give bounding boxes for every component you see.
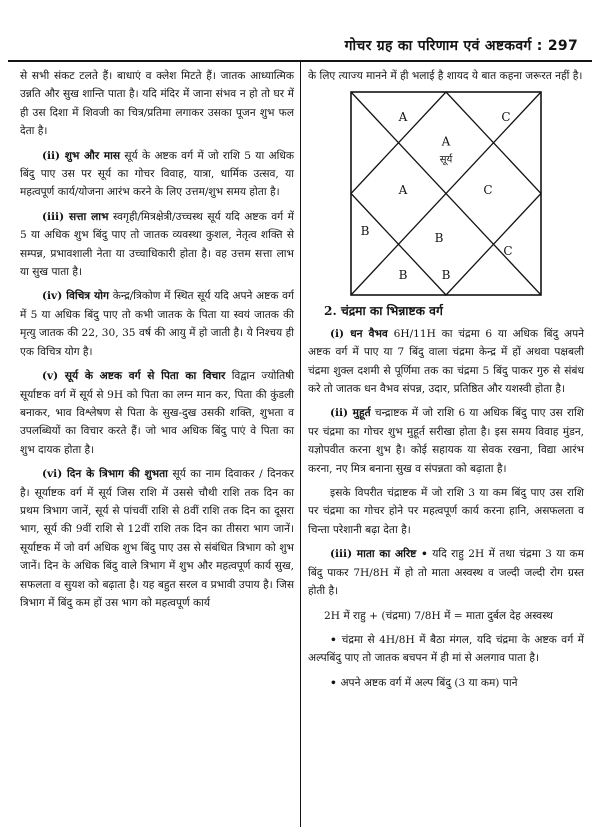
chart-cell-center-bottom-left: B <box>360 224 370 239</box>
chart-cell-planet-sun: सूर्य <box>439 154 453 166</box>
left-column <box>20 67 294 618</box>
right-paragraph-4 <box>308 545 584 600</box>
chart-cell-center-bottom-right: B <box>434 231 444 246</box>
chart-cell-center-left: A <box>398 183 408 198</box>
section-heading: 2. चंद्रमा का भिन्नाष्टक वर्ग <box>324 304 443 319</box>
left-paragraph-4 <box>20 287 294 361</box>
chart-cell-center-right: C <box>483 183 493 198</box>
paragraph-text: के लिए त्याज्य मानने में ही भलाई है शायद ये बात कहना जरूरत नहीं है। <box>308 70 583 82</box>
paragraph-text: केन्द्र/त्रिकोण में स्थित सूर्य यदि अपने अष्टक वर्ग में 5 या अधिक बिंदु पाए तो कभी जातक के पिता या स्वयं जातक की मृत्यु जातक की 22, 30, 35 वर्ष की आयु में हो जाती है। ये निश्चय ही एक विचित्र योग है। <box>20 290 295 358</box>
running-header-title: गोचर ग्रह का परिणाम एवं अष्टकवर्ग : 297 <box>344 38 578 54</box>
chart-cell-letter: A <box>441 135 451 149</box>
paragraph-label: (v) सूर्य के अष्टक वर्ग से पिता का विचार <box>42 370 226 383</box>
paragraph-label: (ii) मुहूर्त <box>330 407 371 420</box>
paragraph-text: यदि राहु 2H में तथा चंद्रमा 3 या कम बिंदु पाकर 7H/8H में हो तो माता अस्वस्थ व जल्दी जल्दी रोग ग्रस्त होती है। <box>308 548 584 598</box>
paragraph-label: (iii) माता का अरिष्ट • <box>330 548 428 561</box>
bullet-item <box>308 674 584 692</box>
right-intro <box>308 67 584 85</box>
page-header <box>0 0 600 62</box>
right-column <box>308 67 584 698</box>
paragraph-text: इसके विपरीत चंद्राष्टक में जो राशि 3 या कम बिंदु पाए उस राशि पर चंद्रमा का गोचर होने पर महत्वपूर्ण कार्य करना हानि, असफलता व चिन्ता परेशानी बढ़ा देता है। <box>308 487 584 536</box>
paragraph-text: सूर्य के अष्टक वर्ग में जो राशि 5 या अधिक बिंदु पाए उस पर सूर्य का गोचर विवाह, यात्रा, धार्मिक उत्सव, या महत्वपूर्ण कार्य/योजना आरंभ करने के लिए उत्तम/शुभ समय होता है। <box>20 149 294 199</box>
paragraph-label: (i) धन वैभव <box>330 327 388 340</box>
paragraph-label: (iii) सत्ता लाभ <box>42 210 109 223</box>
left-paragraph-2 <box>20 147 294 202</box>
left-paragraph-3 <box>20 208 294 282</box>
right-paragraph-3 <box>308 484 584 539</box>
kundli-chart <box>308 91 584 296</box>
bullet-icon: • <box>330 633 342 646</box>
paragraph-text: स्वगृही/मित्रक्षेत्री/उच्चस्थ सूर्य यदि अष्टक वर्ग में 5 या अधिक शुभ बिंदु पाए तो जातक व्यवस्था कुशल, नेतृत्व शक्ति से सम्पन्न, प्रभावशाली नेता या उच्चाधिकारी होता है। वह उत्तम सत्ता लाभ या सुख पाता है। <box>20 210 295 279</box>
chart-cell-top-right: C <box>501 110 511 125</box>
paragraph-text: 6H/11H का चंद्रमा 6 या अधिक बिंदु अपने अष्टक वर्ग में पाए या 7 बिंदु वाला चंद्रमा केन्द्र में हों अथवा पक्षबली चंद्रमा शुक्ल दशमी से पूर्णिमा तक का चंद्रमा 5 बिंदु पाकर गुरु से संबंध करे तो जातक धन वैभव संपन्न, उदार, प्रतिष्ठित और यशस्वी होता है। <box>308 327 584 396</box>
bullet-text: चंद्रमा से 4H/8H में बैठा मंगल, यदि चंद्रमा के अष्टक वर्ग में अल्पबिंदु पाए तो जातक बचपन में ही मां से अलगाव पाता है। <box>308 633 584 665</box>
paragraph-text: से सभी संकट टलते हैं। बाधाएं व क्लेश मिटते हैं। जातक आध्यात्मिक उन्नति और सुख शान्ति पाता है। यदि मंदिर में जाना संभव न हो तो घर में ही उस दिशा में शिवजी का चित्र/प्रतिमा लगाकर उसका पूजन शुभ फल देता है। <box>20 70 294 138</box>
column-divider <box>300 62 301 827</box>
paragraph-label: (iv) विचित्र योग <box>42 290 109 303</box>
bullet-icon: • <box>330 676 341 689</box>
right-paragraph-2 <box>308 404 584 478</box>
chart-cell-bottom-center: B <box>441 268 451 283</box>
paragraph-text: विद्वान ज्योतिषी सूर्याष्टक वर्ग में सूर्य से 9H को पिता का लग्न मान कर, पिता की कुंडली बनाकर, भाव विश्लेषण से पिता के सुख-दुख उसकी शक्ति, शुभता व उपलब्धियों का विचार करते हैं। जो भाव अधिक बिंदु पाएं वे पिता का शुभ दायक होता है। <box>20 370 294 456</box>
bullet-text: अपने अष्टक वर्ग में अल्प बिंदु (3 या कम) पाने <box>340 676 518 689</box>
chart-cell-bottom-left: B <box>398 268 408 283</box>
paragraph-text: चन्द्राष्टक में जो राशि 6 या अधिक बिंदु पाए उस राशि पर चंद्रमा का गोचर शुभ मुहूर्त सरीखा होता है। इस समय विवाह मुंडन, यज्ञोपवीत करना शुभ है। कोई सहायक या सेवक रखना, विद्या आरंभ करना, नए मित्र बनाना सुख व संपन्नता को बढ़ाता है। <box>308 407 584 475</box>
equation-line: 2H में राहु + (चंद्रमा) 7/8H में = माता दुर्बल देह अस्वस्थ <box>324 609 553 622</box>
paragraph-label: (vi) दिन के त्रिभाग की शुभता <box>42 468 168 481</box>
right-paragraph-1 <box>308 325 584 399</box>
chart-cell-bottom-right: C <box>503 244 513 259</box>
bullet-item <box>308 631 584 668</box>
left-paragraph-5 <box>20 367 294 459</box>
chart-cell-top-left: A <box>398 110 408 125</box>
chart-cell-center-top <box>440 133 453 170</box>
paragraph-label: (ii) शुभ और मास <box>42 149 121 162</box>
left-paragraph-1 <box>20 67 294 141</box>
paragraph-text: सूर्य का नाम दिवाकर / दिनकर है। सूर्याष्टक वर्ग में सूर्य जिस राशि में उससे चौथी राशि तक दिन का प्रथम त्रिभाग जानें, सूर्य से पांचवीं राशि से 8वीं राशि तक दिन का दूसरा भाग, सूर्य की 9वीं राशि से 12वीं राशि तक दिन का तीसरा भाग जानें। सूर्याष्टक में जो वर्ग अधिक शुभ बिंदु पाए उस से संबंधित त्रिभाग को शुभ जानें। दिन के अधिक बिंदु वाले त्रिभाग में शुभ और महत्वपूर्ण कार्य सुख, सफलता व सुयश को बढ़ाता है। यह बहुत सरल व प्रभावी उपाय है। जिस त्रिभाग में बिंदु कम हों उस भाग को महत्वपूर्ण कार्य <box>20 468 294 609</box>
left-paragraph-6 <box>20 465 294 612</box>
